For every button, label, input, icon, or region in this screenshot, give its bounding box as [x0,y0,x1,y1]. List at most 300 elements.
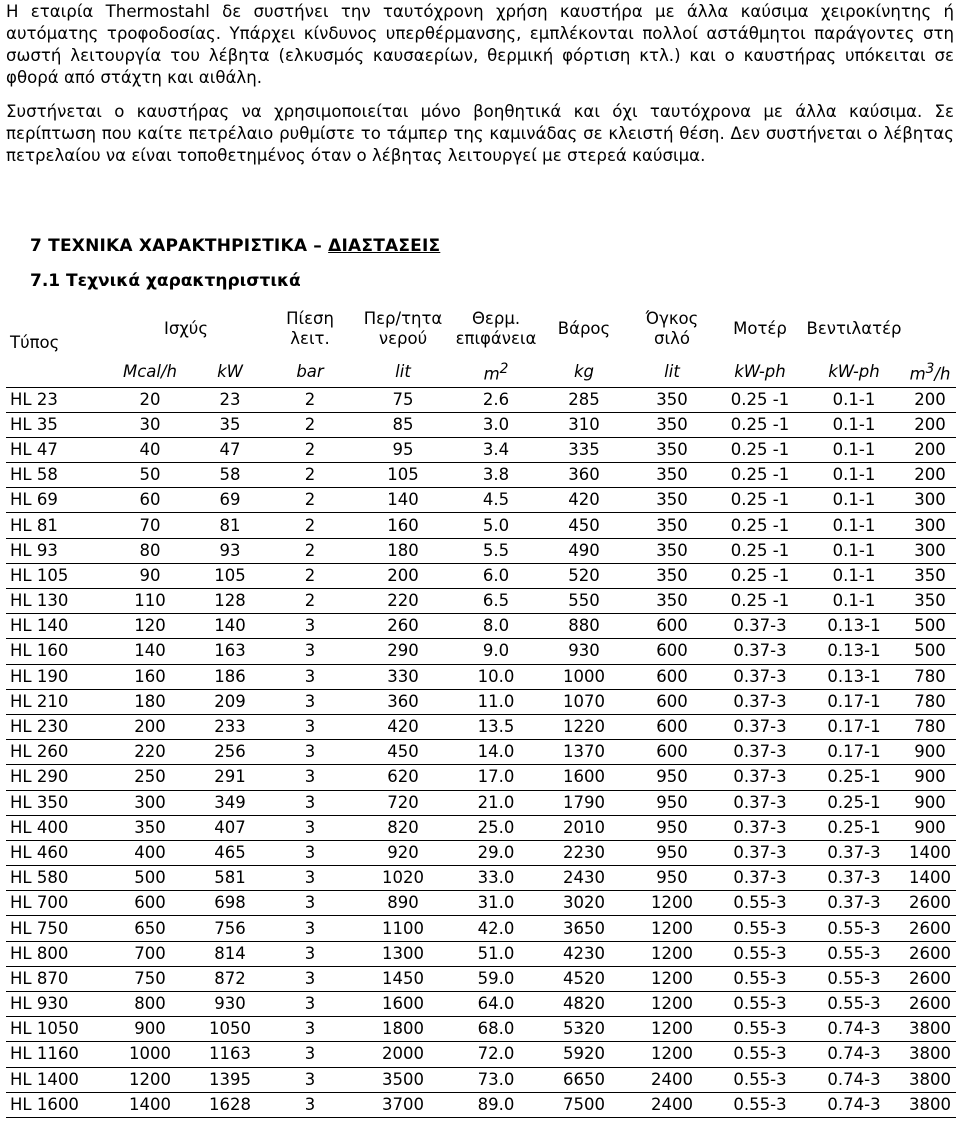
value-cell: 3 [266,992,354,1017]
value-cell: 500 [106,866,194,891]
table-row [6,866,956,891]
value-cell: 2 [266,538,354,563]
value-cell: 310 [540,412,628,437]
header-silo-line1: Όγκος [645,308,699,328]
value-cell: 350 [628,463,716,488]
table-row [6,639,956,664]
value-cell: 3 [266,966,354,991]
value-cell: 0.55-3 [804,916,904,941]
value-cell: 0.25 -1 [716,589,804,614]
value-cell: 21.0 [452,790,540,815]
model-cell: HL 870 [6,966,106,991]
value-cell: 2 [266,437,354,462]
value-cell: 1070 [540,689,628,714]
value-cell: 0.1-1 [804,563,904,588]
value-cell: 350 [628,513,716,538]
value-cell: 3 [266,1067,354,1092]
value-cell: 600 [106,891,194,916]
value-cell: 300 [904,513,956,538]
value-cell: 105 [194,563,266,588]
value-cell: 85 [354,412,452,437]
value-cell: 0.17-1 [804,740,904,765]
value-cell: 0.37-3 [716,714,804,739]
value-cell: 360 [540,463,628,488]
value-cell: 3.8 [452,463,540,488]
value-cell: 500 [904,614,956,639]
value-cell: 50 [106,463,194,488]
value-cell: 5.5 [452,538,540,563]
value-cell: 3800 [904,1042,956,1067]
value-cell: 0.25 -1 [716,387,804,412]
value-cell: 140 [354,488,452,513]
value-cell: 620 [354,765,452,790]
value-cell: 650 [106,916,194,941]
value-cell: 450 [354,740,452,765]
value-cell: 360 [354,689,452,714]
value-cell: 1200 [628,992,716,1017]
value-cell: 814 [194,941,266,966]
value-cell: 3 [266,941,354,966]
model-cell: HL 130 [6,589,106,614]
unit-cell: lit [354,357,452,387]
value-cell: 233 [194,714,266,739]
value-cell: 0.1-1 [804,387,904,412]
model-cell: HL 23 [6,387,106,412]
value-cell: 0.1-1 [804,412,904,437]
value-cell: 0.25 -1 [716,463,804,488]
table-row [6,1092,956,1117]
value-cell: 950 [628,765,716,790]
model-cell: HL 190 [6,664,106,689]
value-cell: 0.37-3 [716,614,804,639]
value-cell: 550 [540,589,628,614]
model-cell: HL 930 [6,992,106,1017]
value-cell: 3 [266,714,354,739]
header-pressure [266,300,354,357]
value-cell: 3 [266,765,354,790]
value-cell: 780 [904,689,956,714]
header-surface-line2: επιφάνεια [455,328,537,348]
value-cell: 40 [106,437,194,462]
value-cell: 3800 [904,1067,956,1092]
header-surface-line1: Θερμ. [471,308,521,328]
table-row [6,589,956,614]
model-cell: HL 93 [6,538,106,563]
value-cell: 1200 [106,1067,194,1092]
value-cell: 0.37-3 [716,790,804,815]
value-cell: 291 [194,765,266,790]
model-cell: HL 700 [6,891,106,916]
model-cell: HL 1160 [6,1042,106,1067]
value-cell: 3 [266,916,354,941]
table-row [6,538,956,563]
value-cell: 128 [194,589,266,614]
paragraph-warning: Η εταιρία Thermostahl δε συστήνει την ταυτόχρονη χρήση καυστήρα με άλλα καύσιμα χειροκίνητης ή αυτόματης τροφοδοσίας. Υπάρχει κίνδυνος υπερθέρμανσης, εμπλέκονται πολλοί αστάθμητοι παράγοντες στη σωστή λειτουργία του λέβητα (ελκυσμός καυσαερίων, θερμική φόρτιση κτλ.) και ο καυστήρας υπόκειται σε φθορά από στάχτη και αιθάλη. [6,2,954,87]
value-cell: 4.5 [452,488,540,513]
value-cell: 0.25-1 [804,765,904,790]
value-cell: 31.0 [452,891,540,916]
model-cell: HL 460 [6,840,106,865]
value-cell: 260 [354,614,452,639]
value-cell: 72.0 [452,1042,540,1067]
value-cell: 0.37-3 [804,891,904,916]
model-cell: HL 160 [6,639,106,664]
model-cell: HL 47 [6,437,106,462]
value-cell: 0.13-1 [804,614,904,639]
value-cell: 3500 [354,1067,452,1092]
value-cell: 200 [106,714,194,739]
value-cell: 350 [904,563,956,588]
value-cell: 2 [266,513,354,538]
value-cell: 0.55-3 [804,992,904,1017]
section-heading-underlined: ΔΙΑΣΤΑΣΕΙΣ [328,236,441,256]
value-cell: 3 [266,689,354,714]
value-cell: 1100 [354,916,452,941]
value-cell: 0.55-3 [716,966,804,991]
value-cell: 0.55-3 [716,1067,804,1092]
value-cell: 600 [628,664,716,689]
value-cell: 1200 [628,1042,716,1067]
value-cell: 2400 [628,1092,716,1117]
value-cell: 160 [106,664,194,689]
value-cell: 400 [106,840,194,865]
value-cell: 900 [904,740,956,765]
value-cell: 200 [904,387,956,412]
value-cell: 330 [354,664,452,689]
value-cell: 5920 [540,1042,628,1067]
table-row [6,941,956,966]
value-cell: 6.5 [452,589,540,614]
unit-cell: Mcal/h [106,357,194,387]
value-cell: 58 [194,463,266,488]
value-cell: 1400 [106,1092,194,1117]
value-cell: 2 [266,387,354,412]
header-type: Τύπος [10,333,60,352]
value-cell: 1300 [354,941,452,966]
table-row [6,714,956,739]
table-row [6,1017,956,1042]
value-cell: 700 [106,941,194,966]
model-cell: HL 140 [6,614,106,639]
value-cell: 600 [628,740,716,765]
value-cell: 1628 [194,1092,266,1117]
value-cell: 756 [194,916,266,941]
table-row [6,966,956,991]
value-cell: 23 [194,387,266,412]
value-cell: 60 [106,488,194,513]
value-cell: 350 [628,538,716,563]
value-cell: 209 [194,689,266,714]
value-cell: 11.0 [452,689,540,714]
value-cell: 17.0 [452,765,540,790]
value-cell: 350 [628,437,716,462]
value-cell: 350 [106,815,194,840]
value-cell: 950 [628,840,716,865]
section-heading [30,236,440,256]
value-cell: 581 [194,866,266,891]
value-cell: 0.1-1 [804,513,904,538]
model-cell: HL 58 [6,463,106,488]
value-cell: 2400 [628,1067,716,1092]
header-power: Ισχύς [163,318,209,338]
table-row [6,463,956,488]
value-cell: 2 [266,589,354,614]
value-cell: 285 [540,387,628,412]
model-cell: HL 69 [6,488,106,513]
value-cell: 600 [628,614,716,639]
value-cell: 0.25 -1 [716,488,804,513]
value-cell: 30 [106,412,194,437]
value-cell: 2 [266,488,354,513]
value-cell: 3 [266,639,354,664]
model-cell: HL 105 [6,563,106,588]
value-cell: 1163 [194,1042,266,1067]
model-cell: HL 1400 [6,1067,106,1092]
value-cell: 9.0 [452,639,540,664]
value-cell: 3020 [540,891,628,916]
value-cell: 0.13-1 [804,639,904,664]
value-cell: 800 [106,992,194,1017]
value-cell: 3 [266,790,354,815]
technical-specs-table [6,300,956,1118]
value-cell: 450 [540,513,628,538]
model-cell: HL 580 [6,866,106,891]
value-cell: 20 [106,387,194,412]
unit-area-exponent: 2 [499,361,509,377]
value-cell: 0.55-3 [716,941,804,966]
value-cell: 3 [266,1017,354,1042]
value-cell: 890 [354,891,452,916]
value-cell: 1600 [540,765,628,790]
value-cell: 3 [266,891,354,916]
value-cell: 81 [194,513,266,538]
value-cell: 1000 [106,1042,194,1067]
value-cell: 3 [266,664,354,689]
header-silo [628,300,716,357]
value-cell: 42.0 [452,916,540,941]
value-cell: 180 [354,538,452,563]
value-cell: 290 [354,639,452,664]
value-cell: 0.37-3 [716,815,804,840]
value-cell: 0.37-3 [716,866,804,891]
value-cell: 600 [628,714,716,739]
table-row [6,1042,956,1067]
value-cell: 68.0 [452,1017,540,1042]
value-cell: 0.55-3 [804,941,904,966]
value-cell: 335 [540,437,628,462]
value-cell: 8.0 [452,614,540,639]
value-cell: 105 [354,463,452,488]
value-cell: 490 [540,538,628,563]
unit-cell-empty [6,357,106,387]
value-cell: 900 [904,815,956,840]
model-cell: HL 210 [6,689,106,714]
value-cell: 350 [628,387,716,412]
value-cell: 0.1-1 [804,463,904,488]
value-cell: 4820 [540,992,628,1017]
value-cell: 3 [266,840,354,865]
header-surface [452,300,540,357]
value-cell: 140 [194,614,266,639]
value-cell: 0.25 -1 [716,437,804,462]
value-cell: 93 [194,538,266,563]
value-cell: 0.37-3 [716,740,804,765]
model-cell: HL 350 [6,790,106,815]
table-row [6,412,956,437]
table-row [6,790,956,815]
value-cell: 2600 [904,916,956,941]
value-cell: 2000 [354,1042,452,1067]
model-cell: HL 800 [6,941,106,966]
value-cell: 780 [904,664,956,689]
value-cell: 500 [904,639,956,664]
value-cell: 0.55-3 [716,1092,804,1117]
value-cell: 0.74-3 [804,1092,904,1117]
unit-cell: kg [540,357,628,387]
value-cell: 950 [628,790,716,815]
unit-cell-flow [904,357,956,387]
value-cell: 880 [540,614,628,639]
header-pressure-line2: λειτ. [290,328,330,348]
unit-flow-exponent: 3 [925,361,935,377]
value-cell: 1200 [628,891,716,916]
table-row [6,815,956,840]
value-cell: 3700 [354,1092,452,1117]
value-cell: 0.37-3 [716,689,804,714]
value-cell: 720 [354,790,452,815]
model-cell: HL 35 [6,412,106,437]
value-cell: 600 [628,689,716,714]
value-cell: 3.0 [452,412,540,437]
value-cell: 6650 [540,1067,628,1092]
unit-cell: kW-ph [716,357,804,387]
value-cell: 3 [266,1092,354,1117]
value-cell: 2600 [904,941,956,966]
model-cell: HL 290 [6,765,106,790]
value-cell: 350 [628,488,716,513]
value-cell: 349 [194,790,266,815]
value-cell: 73.0 [452,1067,540,1092]
value-cell: 120 [106,614,194,639]
value-cell: 0.17-1 [804,714,904,739]
value-cell: 2600 [904,992,956,1017]
value-cell: 95 [354,437,452,462]
unit-cell: kW-ph [804,357,904,387]
value-cell: 1400 [904,866,956,891]
value-cell: 0.74-3 [804,1067,904,1092]
model-cell: HL 400 [6,815,106,840]
header-fan: Βεντιλατέρ [806,318,902,338]
value-cell: 0.1-1 [804,589,904,614]
value-cell: 0.13-1 [804,664,904,689]
value-cell: 5.0 [452,513,540,538]
value-cell: 47 [194,437,266,462]
value-cell: 13.5 [452,714,540,739]
value-cell: 200 [904,412,956,437]
value-cell: 7500 [540,1092,628,1117]
value-cell: 780 [904,714,956,739]
value-cell: 1000 [540,664,628,689]
table-row [6,992,956,1017]
value-cell: 4230 [540,941,628,966]
unit-flow-suffix: /h [934,364,951,384]
value-cell: 0.37-3 [804,840,904,865]
value-cell: 180 [106,689,194,714]
value-cell: 0.1-1 [804,538,904,563]
value-cell: 0.55-3 [716,992,804,1017]
header-water-line1: Περ/τητα [363,308,443,328]
table-row [6,488,956,513]
value-cell: 698 [194,891,266,916]
value-cell: 90 [106,563,194,588]
value-cell: 160 [354,513,452,538]
unit-area-base: m [483,364,500,384]
value-cell: 1200 [628,1017,716,1042]
value-cell: 1450 [354,966,452,991]
value-cell: 0.55-3 [716,891,804,916]
table-row [6,689,956,714]
value-cell: 80 [106,538,194,563]
value-cell: 520 [540,563,628,588]
value-cell: 35 [194,412,266,437]
value-cell: 3 [266,740,354,765]
value-cell: 10.0 [452,664,540,689]
value-cell: 51.0 [452,941,540,966]
value-cell: 3 [266,1042,354,1067]
unit-cell: lit [628,357,716,387]
value-cell: 200 [904,463,956,488]
unit-flow-base: m [909,364,926,384]
value-cell: 0.55-3 [716,1017,804,1042]
value-cell: 350 [628,563,716,588]
header-water-line2: νερού [378,328,428,348]
table-row [6,765,956,790]
value-cell: 0.55-3 [716,1042,804,1067]
value-cell: 1370 [540,740,628,765]
value-cell: 0.74-3 [804,1017,904,1042]
value-cell: 872 [194,966,266,991]
value-cell: 0.1-1 [804,488,904,513]
value-cell: 0.37-3 [716,639,804,664]
value-cell: 1395 [194,1067,266,1092]
header-pressure-line1: Πίεση [286,308,334,328]
value-cell: 600 [628,639,716,664]
table-row [6,513,956,538]
table-row [6,1067,956,1092]
value-cell: 0.1-1 [804,437,904,462]
table-row [6,664,956,689]
value-cell: 220 [354,589,452,614]
value-cell: 220 [106,740,194,765]
value-cell: 300 [904,538,956,563]
value-cell: 920 [354,840,452,865]
table-row [6,563,956,588]
value-cell: 3 [266,815,354,840]
value-cell: 200 [904,437,956,462]
table-row [6,840,956,865]
value-cell: 0.37-3 [716,840,804,865]
model-cell: HL 1050 [6,1017,106,1042]
header-water [354,300,452,357]
paragraph-recommendation: Συστήνεται ο καυστήρας να χρησιμοποιείται μόνο βοηθητικά και όχι ταυτόχρονα με άλλα καύσιμα. Σε περίπτωση που καίτε πετρέλαιο ρυθμίστε το τάμπερ της καμινάδας σε κλειστή θέση. Δεν συστήνεται ο λέβητας πετρελαίου να είναι τοποθετημένος όταν ο λέβητας λειτουργεί με στερεά καύσιμα. [6,102,954,165]
value-cell: 1800 [354,1017,452,1042]
value-cell: 1020 [354,866,452,891]
value-cell: 2.6 [452,387,540,412]
value-cell: 3.4 [452,437,540,462]
value-cell: 3800 [904,1092,956,1117]
value-cell: 0.17-1 [804,689,904,714]
value-cell: 300 [106,790,194,815]
